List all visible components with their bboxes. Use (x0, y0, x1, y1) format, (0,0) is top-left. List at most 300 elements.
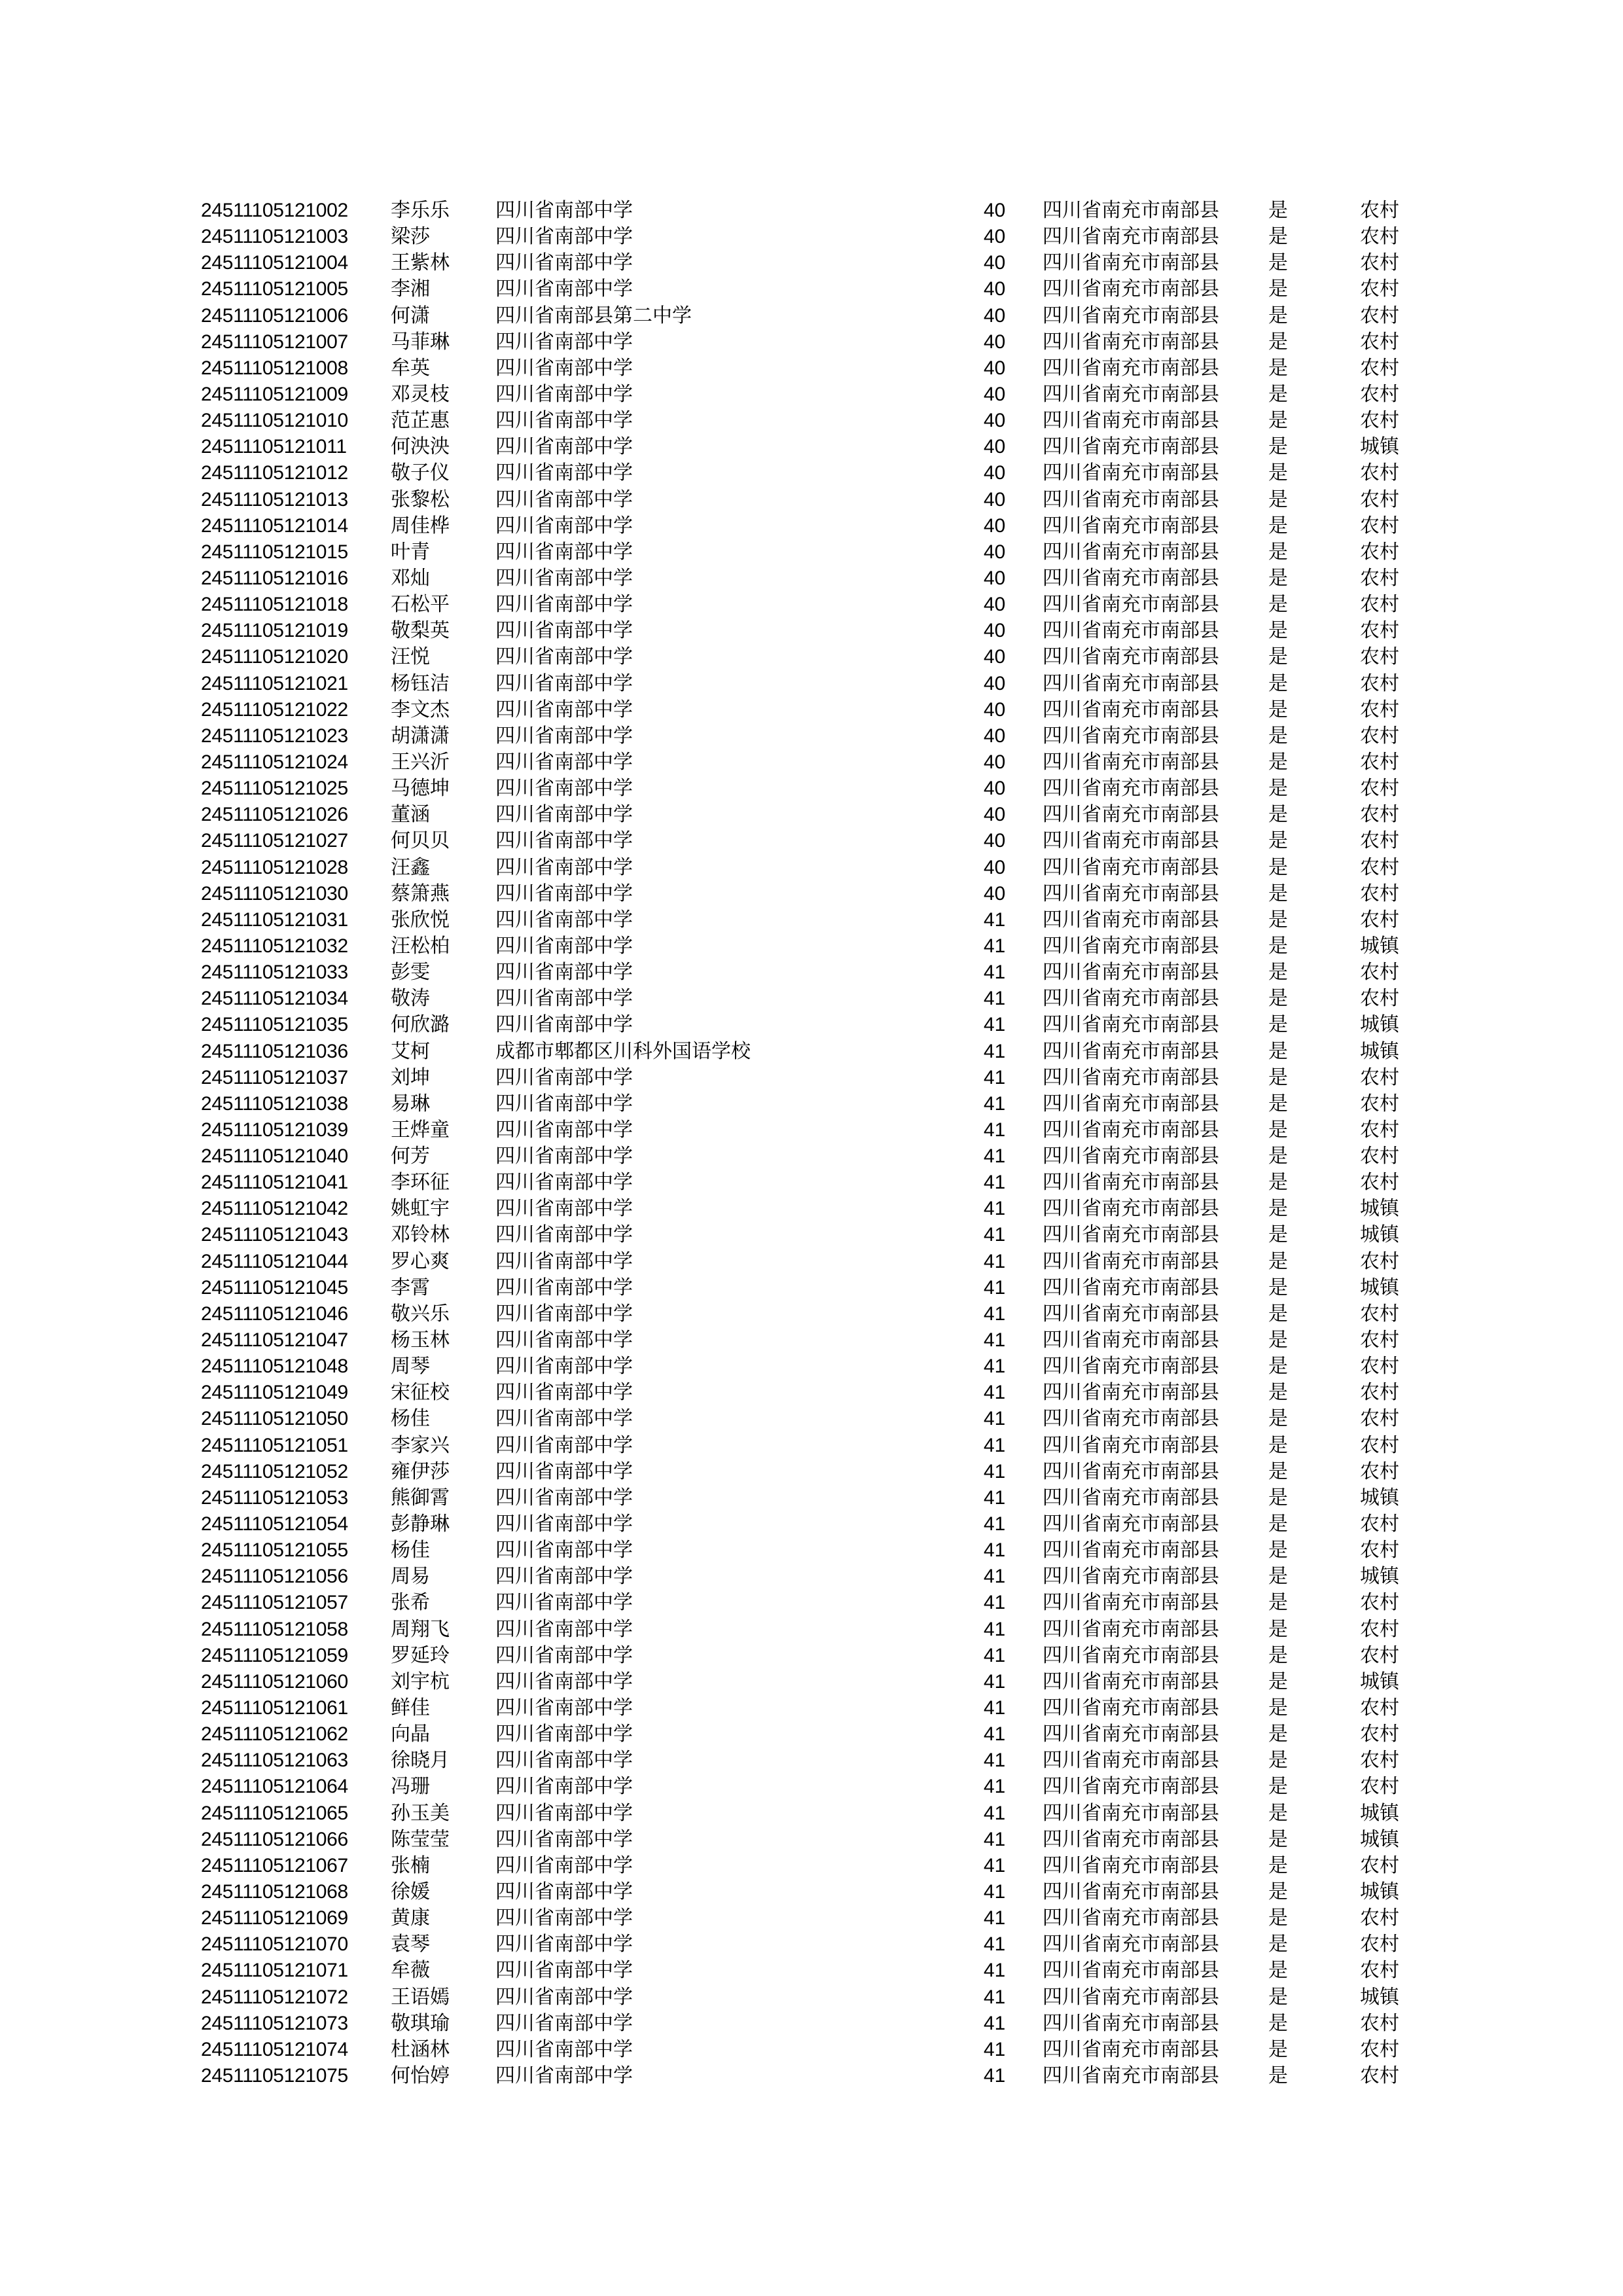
flag-cell: 是 (1268, 672, 1288, 695)
exam-number-cell: 24511105121075 (201, 2064, 348, 2087)
flag-cell: 是 (1268, 1513, 1288, 1536)
student-name-cell: 孙玉美 (391, 1801, 450, 1825)
table-row (0, 487, 1623, 513)
address-cell: 四川省南充市南部县 (1043, 1486, 1219, 1509)
address-cell: 四川省南充市南部县 (1043, 698, 1219, 721)
address-cell: 四川省南充市南部县 (1043, 1880, 1219, 1903)
exam-number-cell: 24511105121018 (201, 594, 348, 616)
table-row (0, 303, 1623, 329)
address-cell: 四川省南充市南部县 (1043, 2064, 1219, 2087)
address-cell: 四川省南充市南部县 (1043, 435, 1219, 459)
flag-cell: 是 (1268, 1145, 1288, 1168)
number-cell: 41 (984, 1592, 1006, 1614)
table-row (0, 1327, 1623, 1354)
school-cell: 四川省南部县第二中学 (495, 304, 692, 327)
area-type-cell: 农村 (1360, 1539, 1399, 1562)
table-row (0, 1301, 1623, 1327)
school-cell: 四川省南部中学 (495, 1329, 633, 1352)
area-type-cell: 农村 (1360, 1355, 1399, 1378)
exam-number-cell: 24511105121031 (201, 908, 348, 931)
school-cell: 四川省南部中学 (495, 514, 633, 537)
flag-cell: 是 (1268, 488, 1288, 511)
number-cell: 41 (984, 1040, 1006, 1062)
address-cell: 四川省南充市南部县 (1043, 409, 1219, 433)
student-name-cell: 马菲琳 (391, 330, 450, 353)
student-name-cell: 李环征 (391, 1171, 450, 1194)
student-name-cell: 牟薇 (391, 1959, 430, 1982)
exam-number-cell: 24511105121048 (201, 1355, 348, 1378)
school-cell: 四川省南部中学 (495, 934, 633, 958)
area-type-cell: 农村 (1360, 803, 1399, 827)
flag-cell: 是 (1268, 1696, 1288, 1720)
flag-cell: 是 (1268, 645, 1288, 669)
student-name-cell: 马德坤 (391, 777, 450, 800)
area-type-cell: 农村 (1360, 619, 1399, 643)
table-row (0, 1801, 1623, 1827)
table-row (0, 1196, 1623, 1222)
student-name-cell: 张希 (391, 1591, 430, 1615)
area-type-cell: 城镇 (1360, 1013, 1399, 1037)
area-type-cell: 农村 (1360, 750, 1399, 774)
number-cell: 40 (984, 567, 1006, 589)
address-cell: 四川省南充市南部县 (1043, 961, 1219, 984)
exam-number-cell: 24511105121061 (201, 1697, 348, 1719)
exam-number-cell: 24511105121049 (201, 1382, 348, 1404)
student-name-cell: 周琴 (391, 1355, 430, 1378)
address-cell: 四川省南充市南部县 (1043, 1407, 1219, 1431)
number-cell: 41 (984, 1644, 1006, 1666)
number-cell: 41 (984, 1776, 1006, 1798)
flag-cell: 是 (1268, 356, 1288, 380)
student-name-cell: 李湘 (391, 278, 430, 301)
area-type-cell: 农村 (1360, 2064, 1399, 2087)
number-cell: 40 (984, 200, 1006, 221)
address-cell: 四川省南充市南部县 (1043, 1801, 1219, 1825)
student-name-cell: 向晶 (391, 1723, 430, 1746)
address-cell: 四川省南充市南部县 (1043, 1696, 1219, 1720)
flag-cell: 是 (1268, 961, 1288, 984)
school-cell: 四川省南部中学 (495, 225, 633, 249)
student-name-cell: 杨佳 (391, 1539, 430, 1562)
number-cell: 40 (984, 725, 1006, 747)
student-name-cell: 杨佳 (391, 1407, 430, 1431)
table-row (0, 1380, 1623, 1406)
school-cell: 四川省南部中学 (495, 750, 633, 774)
student-name-cell: 何怡婷 (391, 2064, 450, 2087)
number-cell: 40 (984, 488, 1006, 511)
address-cell: 四川省南充市南部县 (1043, 1039, 1219, 1063)
number-cell: 40 (984, 383, 1006, 405)
school-cell: 四川省南部中学 (495, 1513, 633, 1536)
school-cell: 四川省南部中学 (495, 593, 633, 617)
school-cell: 四川省南部中学 (495, 409, 633, 433)
school-cell: 四川省南部中学 (495, 2011, 633, 2035)
number-cell: 41 (984, 1145, 1006, 1168)
student-name-cell: 邓灵枝 (391, 382, 450, 406)
number-cell: 41 (984, 1986, 1006, 2008)
flag-cell: 是 (1268, 1959, 1288, 1982)
exam-number-cell: 24511105121044 (201, 1250, 348, 1272)
student-name-cell: 董涵 (391, 803, 430, 827)
exam-number-cell: 24511105121062 (201, 1723, 348, 1746)
number-cell: 40 (984, 646, 1006, 668)
student-name-cell: 胡潇潇 (391, 724, 450, 747)
number-cell: 41 (984, 1119, 1006, 1141)
student-name-cell: 何潇 (391, 304, 430, 327)
area-type-cell: 农村 (1360, 829, 1399, 853)
number-cell: 41 (984, 1566, 1006, 1588)
school-cell: 四川省南部中学 (495, 1643, 633, 1667)
area-type-cell: 农村 (1360, 566, 1399, 590)
address-cell: 四川省南充市南部县 (1043, 2037, 1219, 2061)
flag-cell: 是 (1268, 1118, 1288, 1141)
area-type-cell: 农村 (1360, 645, 1399, 669)
area-type-cell: 农村 (1360, 1591, 1399, 1615)
exam-number-cell: 24511105121002 (201, 200, 348, 221)
exam-number-cell: 24511105121057 (201, 1592, 348, 1614)
school-cell: 四川省南部中学 (495, 1355, 633, 1378)
table-row (0, 1827, 1623, 1853)
number-cell: 40 (984, 804, 1006, 826)
school-cell: 四川省南部中学 (495, 1617, 633, 1641)
exam-number-cell: 24511105121022 (201, 698, 348, 721)
table-row (0, 198, 1623, 224)
exam-number-cell: 24511105121015 (201, 541, 348, 563)
address-cell: 四川省南充市南部县 (1043, 1959, 1219, 1982)
school-cell: 四川省南部中学 (495, 829, 633, 853)
student-name-cell: 张楠 (391, 1854, 430, 1877)
exam-number-cell: 24511105121054 (201, 1513, 348, 1535)
school-cell: 四川省南部中学 (495, 961, 633, 984)
student-name-cell: 敬琪瑜 (391, 2011, 450, 2035)
address-cell: 四川省南充市南部县 (1043, 304, 1219, 327)
school-cell: 四川省南部中学 (495, 698, 633, 721)
school-cell: 四川省南部中学 (495, 1539, 633, 1562)
school-cell: 四川省南部中学 (495, 1854, 633, 1877)
number-cell: 40 (984, 436, 1006, 458)
student-name-cell: 敬子仪 (391, 461, 450, 485)
address-cell: 四川省南充市南部县 (1043, 1066, 1219, 1089)
table-row (0, 1485, 1623, 1511)
address-cell: 四川省南充市南部县 (1043, 1381, 1219, 1405)
number-cell: 41 (984, 908, 1006, 931)
school-cell: 四川省南部中学 (495, 1145, 633, 1168)
flag-cell: 是 (1268, 750, 1288, 774)
area-type-cell: 农村 (1360, 777, 1399, 800)
address-cell: 四川省南充市南部县 (1043, 330, 1219, 353)
table-row (0, 1117, 1623, 1143)
school-cell: 四川省南部中学 (495, 1460, 633, 1483)
flag-cell: 是 (1268, 1801, 1288, 1825)
flag-cell: 是 (1268, 855, 1288, 879)
number-cell: 41 (984, 1276, 1006, 1299)
student-name-cell: 宋征校 (391, 1381, 450, 1405)
number-cell: 40 (984, 698, 1006, 721)
table-row (0, 1617, 1623, 1643)
school-cell: 四川省南部中学 (495, 1985, 633, 2009)
number-cell: 40 (984, 882, 1006, 905)
address-cell: 四川省南充市南部县 (1043, 1092, 1219, 1115)
address-cell: 四川省南充市南部县 (1043, 1539, 1219, 1562)
area-type-cell: 城镇 (1360, 1276, 1399, 1299)
student-name-cell: 张欣悦 (391, 908, 450, 931)
address-cell: 四川省南充市南部县 (1043, 251, 1219, 275)
number-cell: 41 (984, 1828, 1006, 1850)
address-cell: 四川省南充市南部县 (1043, 566, 1219, 590)
table-row (0, 907, 1623, 933)
table-row (0, 749, 1623, 776)
exam-number-cell: 24511105121068 (201, 1881, 348, 1903)
number-cell: 41 (984, 1329, 1006, 1352)
flag-cell: 是 (1268, 1880, 1288, 1903)
address-cell: 四川省南充市南部县 (1043, 829, 1219, 853)
area-type-cell: 农村 (1360, 356, 1399, 380)
student-name-cell: 李乐乐 (391, 199, 450, 222)
student-name-cell: 艾柯 (391, 1039, 430, 1063)
area-type-cell: 农村 (1360, 1381, 1399, 1405)
table-row (0, 1406, 1623, 1432)
area-type-cell: 农村 (1360, 1749, 1399, 1772)
number-cell: 40 (984, 594, 1006, 616)
student-name-cell: 王兴沂 (391, 750, 450, 774)
flag-cell: 是 (1268, 2011, 1288, 2035)
school-cell: 四川省南部中学 (495, 1827, 633, 1851)
table-row (0, 1170, 1623, 1196)
area-type-cell: 农村 (1360, 672, 1399, 695)
table-row (0, 1931, 1623, 1958)
student-name-cell: 何欣潞 (391, 1013, 450, 1037)
number-cell: 40 (984, 751, 1006, 773)
flag-cell: 是 (1268, 1171, 1288, 1194)
school-cell: 四川省南部中学 (495, 251, 633, 275)
address-cell: 四川省南充市南部县 (1043, 1433, 1219, 1457)
school-cell: 四川省南部中学 (495, 1670, 633, 1693)
address-cell: 四川省南充市南部县 (1043, 934, 1219, 958)
school-cell: 四川省南部中学 (495, 435, 633, 459)
flag-cell: 是 (1268, 1643, 1288, 1667)
exam-number-cell: 24511105121020 (201, 646, 348, 668)
student-name-cell: 雍伊莎 (391, 1460, 450, 1483)
exam-number-cell: 24511105121040 (201, 1145, 348, 1168)
number-cell: 41 (984, 1881, 1006, 1903)
table-row (0, 565, 1623, 592)
school-cell: 四川省南部中学 (495, 566, 633, 590)
school-cell: 四川省南部中学 (495, 672, 633, 695)
area-type-cell: 农村 (1360, 882, 1399, 905)
school-cell: 四川省南部中学 (495, 382, 633, 406)
table-row (0, 1695, 1623, 1721)
address-cell: 四川省南充市南部县 (1043, 672, 1219, 695)
exam-number-cell: 24511105121059 (201, 1644, 348, 1666)
number-cell: 40 (984, 514, 1006, 537)
school-cell: 四川省南部中学 (495, 1591, 633, 1615)
exam-number-cell: 24511105121064 (201, 1776, 348, 1798)
number-cell: 41 (984, 1460, 1006, 1482)
flag-cell: 是 (1268, 225, 1288, 249)
school-cell: 四川省南部中学 (495, 330, 633, 353)
flag-cell: 是 (1268, 1591, 1288, 1615)
address-cell: 四川省南充市南部县 (1043, 882, 1219, 905)
number-cell: 41 (984, 1250, 1006, 1272)
area-type-cell: 农村 (1360, 908, 1399, 931)
school-cell: 四川省南部中学 (495, 645, 633, 669)
exam-number-cell: 24511105121028 (201, 856, 348, 878)
flag-cell: 是 (1268, 1223, 1288, 1247)
address-cell: 四川省南充市南部县 (1043, 1249, 1219, 1273)
flag-cell: 是 (1268, 1381, 1288, 1405)
exam-number-cell: 24511105121065 (201, 1802, 348, 1824)
table-row (0, 382, 1623, 408)
area-type-cell: 农村 (1360, 1092, 1399, 1115)
flag-cell: 是 (1268, 2037, 1288, 2061)
flag-cell: 是 (1268, 514, 1288, 537)
address-cell: 四川省南充市南部县 (1043, 1907, 1219, 1930)
table-row (0, 723, 1623, 749)
exam-number-cell: 24511105121021 (201, 672, 348, 694)
school-cell: 四川省南部中学 (495, 461, 633, 485)
school-cell: 四川省南部中学 (495, 1696, 633, 1720)
student-name-cell: 陈莹莹 (391, 1827, 450, 1851)
area-type-cell: 农村 (1360, 698, 1399, 721)
student-name-cell: 徐媛 (391, 1880, 430, 1903)
table-row (0, 1643, 1623, 1669)
number-cell: 41 (984, 1066, 1006, 1088)
number-cell: 41 (984, 935, 1006, 957)
area-type-cell: 农村 (1360, 1407, 1399, 1431)
area-type-cell: 农村 (1360, 1907, 1399, 1930)
student-name-cell: 彭雯 (391, 961, 430, 984)
school-cell: 四川省南部中学 (495, 855, 633, 879)
student-name-cell: 徐晓月 (391, 1749, 450, 1772)
area-type-cell: 农村 (1360, 251, 1399, 275)
number-cell: 40 (984, 278, 1006, 300)
table-row (0, 250, 1623, 276)
student-name-cell: 邓铃林 (391, 1223, 450, 1247)
number-cell: 41 (984, 1723, 1006, 1746)
area-type-cell: 农村 (1360, 1118, 1399, 1141)
flag-cell: 是 (1268, 1039, 1288, 1063)
area-type-cell: 农村 (1360, 1460, 1399, 1483)
student-name-cell: 敬梨英 (391, 619, 450, 643)
address-cell: 四川省南充市南部县 (1043, 1985, 1219, 2009)
area-type-cell: 城镇 (1360, 1039, 1399, 1063)
student-name-cell: 王紫林 (391, 251, 450, 275)
school-cell: 四川省南部中学 (495, 803, 633, 827)
area-type-cell: 农村 (1360, 1723, 1399, 1746)
flag-cell: 是 (1268, 1092, 1288, 1115)
table-row (0, 1905, 1623, 1931)
address-cell: 四川省南充市南部县 (1043, 1749, 1219, 1772)
number-cell: 41 (984, 1802, 1006, 1824)
area-type-cell: 农村 (1360, 514, 1399, 537)
table-row (0, 828, 1623, 854)
table-row (0, 776, 1623, 802)
number-cell: 41 (984, 1355, 1006, 1378)
area-type-cell: 农村 (1360, 540, 1399, 564)
table-row (0, 592, 1623, 618)
area-type-cell: 农村 (1360, 1302, 1399, 1325)
exam-number-cell: 24511105121013 (201, 488, 348, 511)
table-row (0, 276, 1623, 302)
area-type-cell: 农村 (1360, 1959, 1399, 1982)
area-type-cell: 农村 (1360, 1145, 1399, 1168)
flag-cell: 是 (1268, 1907, 1288, 1930)
flag-cell: 是 (1268, 1539, 1288, 1562)
number-cell: 40 (984, 226, 1006, 248)
flag-cell: 是 (1268, 2064, 1288, 2087)
flag-cell: 是 (1268, 1013, 1288, 1037)
flag-cell: 是 (1268, 199, 1288, 222)
table-row (0, 1354, 1623, 1380)
flag-cell: 是 (1268, 251, 1288, 275)
exam-number-cell: 24511105121035 (201, 1014, 348, 1036)
flag-cell: 是 (1268, 934, 1288, 958)
address-cell: 四川省南充市南部县 (1043, 199, 1219, 222)
area-type-cell: 城镇 (1360, 1565, 1399, 1588)
area-type-cell: 农村 (1360, 1171, 1399, 1194)
table-row (0, 460, 1623, 486)
area-type-cell: 城镇 (1360, 435, 1399, 459)
school-cell: 四川省南部中学 (495, 1276, 633, 1299)
flag-cell: 是 (1268, 1355, 1288, 1378)
table-row (0, 539, 1623, 565)
exam-number-cell: 24511105121070 (201, 1933, 348, 1956)
area-type-cell: 农村 (1360, 1696, 1399, 1720)
number-cell: 41 (984, 1670, 1006, 1693)
flag-cell: 是 (1268, 1276, 1288, 1299)
number-cell: 41 (984, 961, 1006, 984)
address-cell: 四川省南充市南部县 (1043, 1223, 1219, 1247)
student-name-cell: 王语嫣 (391, 1985, 450, 2009)
address-cell: 四川省南充市南部县 (1043, 1355, 1219, 1378)
address-cell: 四川省南充市南部县 (1043, 540, 1219, 564)
table-row (0, 1879, 1623, 1905)
flag-cell: 是 (1268, 566, 1288, 590)
student-name-cell: 李家兴 (391, 1433, 450, 1457)
table-row (0, 329, 1623, 355)
student-name-cell: 黄康 (391, 1907, 430, 1930)
flag-cell: 是 (1268, 1460, 1288, 1483)
table-row (0, 986, 1623, 1012)
table-row (0, 1853, 1623, 1879)
address-cell: 四川省南充市南部县 (1043, 619, 1219, 643)
flag-cell: 是 (1268, 461, 1288, 485)
table-row (0, 1511, 1623, 1537)
number-cell: 40 (984, 541, 1006, 563)
school-cell: 四川省南部中学 (495, 1565, 633, 1588)
school-cell: 四川省南部中学 (495, 2064, 633, 2087)
school-cell: 四川省南部中学 (495, 2037, 633, 2061)
school-cell: 四川省南部中学 (495, 777, 633, 800)
table-row (0, 933, 1623, 960)
number-cell: 41 (984, 1749, 1006, 1772)
exam-number-cell: 24511105121067 (201, 1854, 348, 1876)
school-cell: 四川省南部中学 (495, 987, 633, 1011)
table-row (0, 1459, 1623, 1485)
exam-number-cell: 24511105121038 (201, 1092, 348, 1115)
flag-cell: 是 (1268, 724, 1288, 747)
exam-number-cell: 24511105121007 (201, 331, 348, 353)
table-row (0, 2011, 1623, 2037)
exam-number-cell: 24511105121045 (201, 1276, 348, 1299)
student-name-cell: 范芷惠 (391, 409, 450, 433)
address-cell: 四川省南充市南部县 (1043, 593, 1219, 617)
table-row (0, 1564, 1623, 1590)
address-cell: 四川省南充市南部县 (1043, 987, 1219, 1011)
table-row (0, 1249, 1623, 1275)
records-table (0, 198, 1623, 2089)
address-cell: 四川省南充市南部县 (1043, 1513, 1219, 1536)
